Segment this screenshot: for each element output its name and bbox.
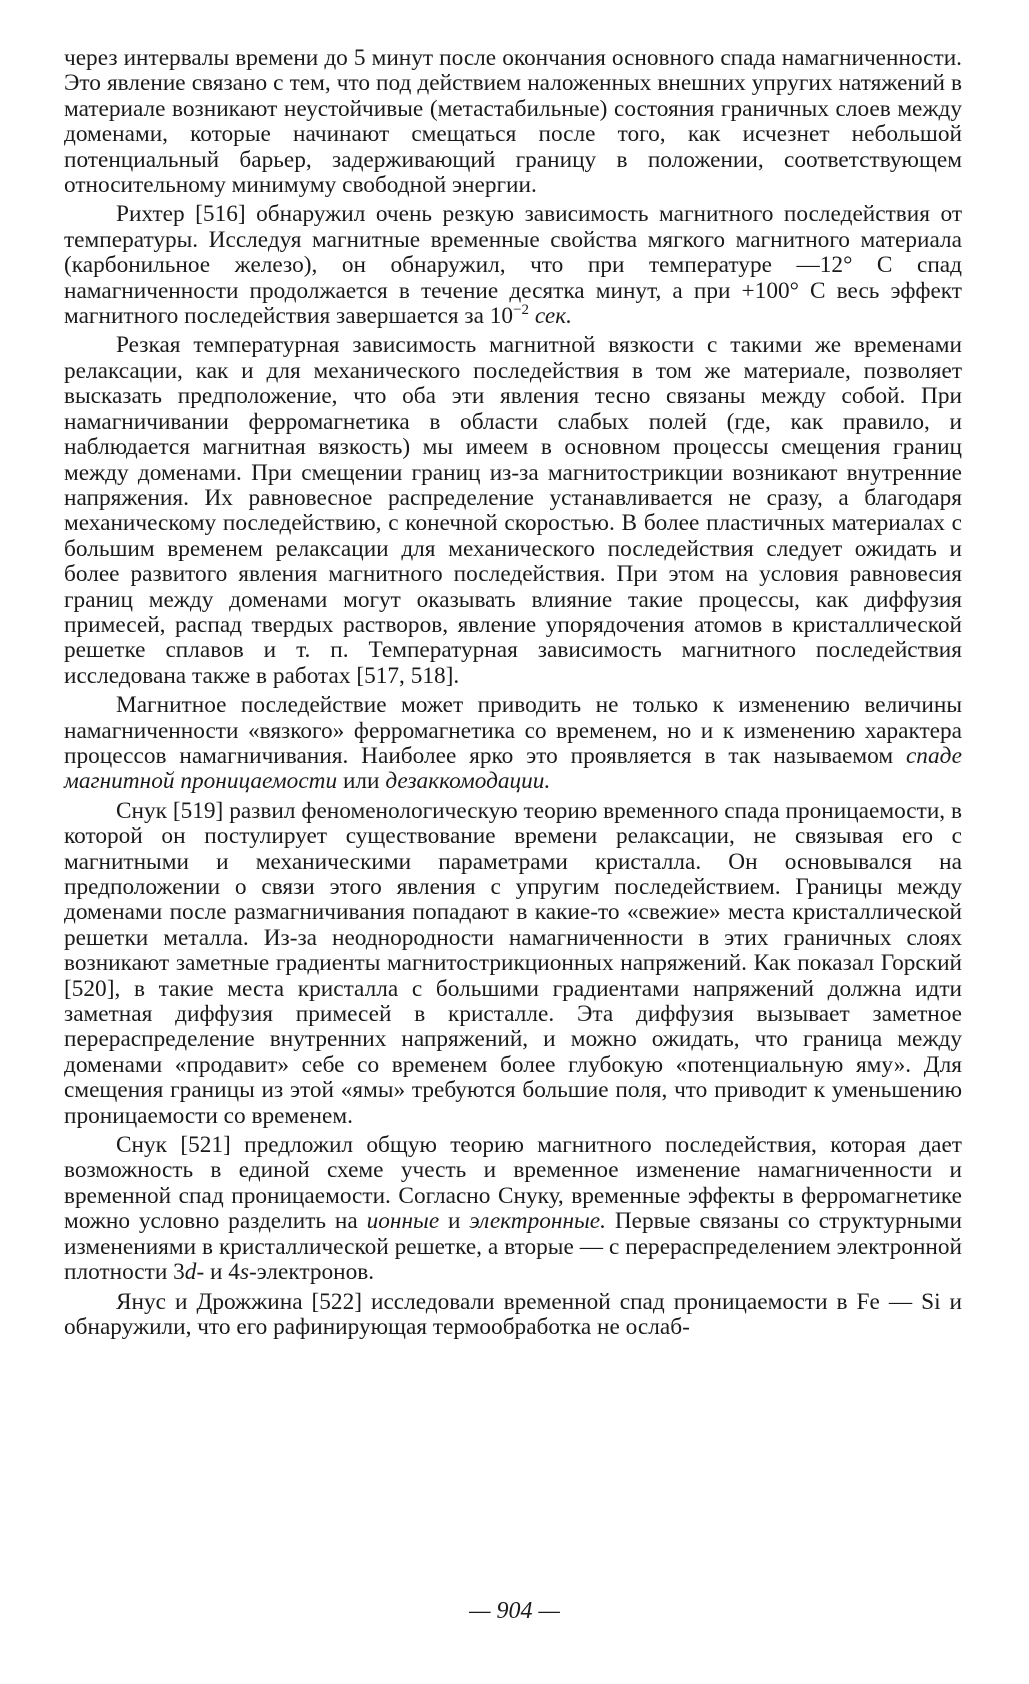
italic-text: дезаккомодации. [385, 768, 551, 795]
text-run: Резкая температурная зависимость магнитной вязкости с такими же временами релаксации, как и для механического последействия в том же материале, позволяет высказать предположение, что оба эти явления тесно связаны между собой. При намагничивании ферромагнетика в области слабых полей (где, как правило, и наблюдается магнитная вязкость) мы имеем в основном процессы смещения границ между доменами. При смещении границ из-за магнитострикции возникают внутренние напряжения. Их равновесное распределение устанавливается не сразу, а благодаря механическому последействию, с конечной скоростью. В более пластичных материалах с большим временем релаксации для механического последействия следует ожидать и более развитого явления магнитного последействия. При этом на условия равновесия границ между доменами могут оказывать влияние такие процессы, как диффузия примесей, распад твердых растворов, явление упорядочения атомов в кристаллической решетке сплавов и т. п. Температурная зависимость магнитного последействия исследована также в работах [517, 518]. [64, 332, 962, 689]
text-run: или [337, 768, 386, 795]
italic-text: d [184, 1259, 197, 1286]
italic-text: электронные. [469, 1208, 606, 1235]
text-run: - и 4 [196, 1259, 240, 1286]
paragraph-6 [64, 1290, 962, 1341]
paragraph-4 [64, 799, 962, 1129]
page-body [64, 46, 962, 1340]
paragraph-3 [64, 693, 962, 795]
text-run: Снук [519] развил феноменологическую теорию временного спада проницаемости, в которой он постулирует существование времени релаксации, не связывая его с магнитными и механическими параметрами кристалла. Он основывался на предположении о связи этого явления с упругим последействием. Границы между доменами после размагничивания попадают в какие-то «свежие» места кристаллической решетки металла. Из-за неоднородности намагниченности в этих граничных слоях возникают заметные градиенты магнитострикционных напряжений. Как показал Горский [520], в такие места кристалла с большими градиентами напряжений должна идти заметная диффузия примесей в кристалле. Эта диффузия вызывает заметное перераспределение внутренних напряжений, и можно ожидать, что граница между доменами «продавит» себе со временем более глубокую «потенциальную яму». Для смещения границы из этой «ямы» требуются большие поля, что приводит к уменьшению проницаемости со временем. [64, 797, 962, 1129]
paragraph-1 [64, 202, 962, 329]
italic-text: спаде магнитной проницаемости [64, 742, 962, 795]
text-run: Магнитное последействие может приводить не только к изменению величины намагниченности «вязкого» ферромагнетика со временем, но и к изменению характера процессов намагничивания. Наиболее ярко это проявляется в так называемом [64, 692, 962, 769]
italic-text: s [239, 1259, 250, 1286]
paragraph-2 [64, 333, 962, 689]
text-run: и [439, 1208, 470, 1235]
text-run: Снук [521] предложил общую теорию магнитного последействия, которая дает возможность в единой схеме учесть и временное изменение намагниченности и временной спад проницаемости. Согласно Снуку, временные эффекты в ферромагнетике можно условно разделить на [64, 1132, 962, 1235]
text-run: Янус и Дрожжина [522] исследовали временной спад проницаемости в Fe — Si и обнаружили, что его рафинирующая термообработка не ослаб- [64, 1288, 962, 1340]
text-run: -электронов. [249, 1259, 375, 1286]
italic-text: ионные [366, 1208, 440, 1235]
page-number: — 904 — [469, 1598, 560, 1624]
text-run: Первые связаны со структурными изменениями в кристаллической решетке, а вторые — с перераспределением электронной плотности 3 [64, 1208, 963, 1286]
superscript: −2 [513, 302, 530, 319]
italic-text: сек. [534, 303, 572, 330]
text-run: Рихтер [516] обнаружил очень резкую зависимость магнитного последействия от температуры. Исследуя магнитные временные свойства мягкого магнитного материала (карбонильное железо), он обнаружил, что при температуре —12° С спад намагниченности продолжается в течение десятка минут, а при +100° С весь эффект магнитного последействия завершается за 10 [64, 201, 962, 330]
text-run: через интервалы времени до 5 минут после окончания основного спада намагниченности. Это явление связано с тем, что под действием наложенных внешних упругих натяжений в материале возникают неустойчивые (метастабильные) состояния граничных слоев между доменами, которые начинают смещаться после того, как исчезнет небольшой потенциальный барьер, задерживающий границу в положении, соответствующем относительному минимуму свободной энергии. [64, 45, 962, 199]
paragraph-0 [64, 46, 962, 198]
paragraph-5 [64, 1133, 962, 1285]
